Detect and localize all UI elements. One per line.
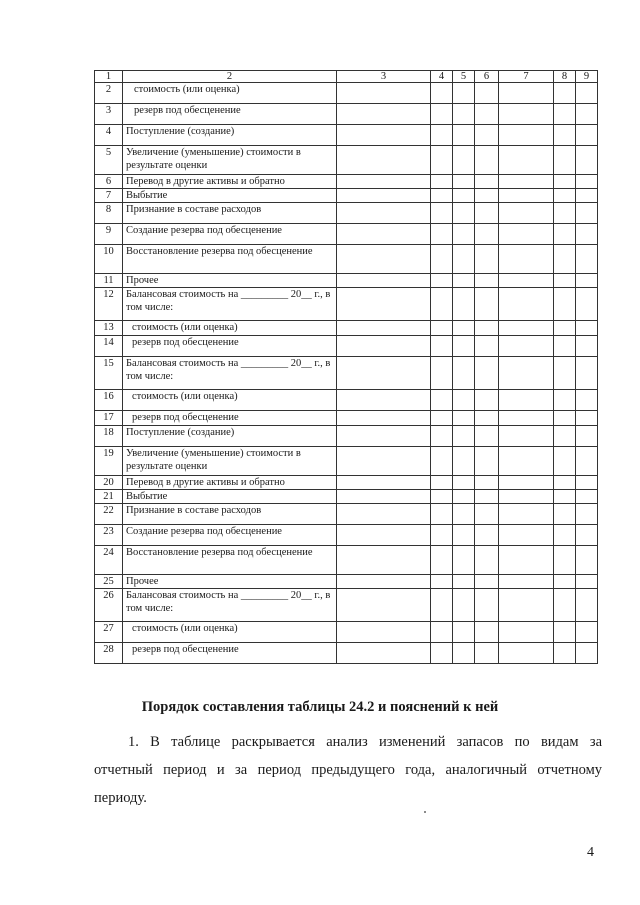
empty-cell	[337, 575, 431, 589]
row-number: 11	[95, 274, 123, 288]
empty-cell	[554, 274, 576, 288]
table-row	[95, 274, 598, 288]
empty-cell	[499, 525, 554, 546]
row-label: стоимость (или оценка)	[123, 83, 337, 104]
empty-cell	[554, 504, 576, 525]
row-number: 26	[95, 589, 123, 622]
empty-cell	[475, 321, 499, 336]
empty-cell	[554, 125, 576, 146]
empty-cell	[499, 390, 554, 411]
empty-cell	[499, 288, 554, 321]
column-header: 6	[475, 71, 499, 83]
column-header: 4	[431, 71, 453, 83]
empty-cell	[337, 490, 431, 504]
empty-cell	[337, 146, 431, 175]
row-label: Создание резерва под обесценение	[123, 525, 337, 546]
empty-cell	[499, 575, 554, 589]
row-number: 21	[95, 490, 123, 504]
empty-cell	[499, 447, 554, 476]
row-label: Выбытие	[123, 490, 337, 504]
row-label: Признание в составе расходов	[123, 504, 337, 525]
empty-cell	[453, 125, 475, 146]
row-label: Выбытие	[123, 189, 337, 203]
row-number: 23	[95, 525, 123, 546]
empty-cell	[499, 125, 554, 146]
row-label: Прочее	[123, 274, 337, 288]
empty-cell	[431, 274, 453, 288]
row-number: 10	[95, 245, 123, 274]
empty-cell	[453, 288, 475, 321]
empty-cell	[554, 288, 576, 321]
row-number: 5	[95, 146, 123, 175]
empty-cell	[431, 146, 453, 175]
row-number: 28	[95, 643, 123, 664]
column-header: 7	[499, 71, 554, 83]
empty-cell	[576, 274, 598, 288]
row-label: стоимость (или оценка)	[123, 622, 337, 643]
empty-cell	[431, 203, 453, 224]
empty-cell	[475, 224, 499, 245]
table-row	[95, 447, 598, 476]
empty-cell	[431, 83, 453, 104]
row-number: 12	[95, 288, 123, 321]
column-header: 9	[576, 71, 598, 83]
empty-cell	[475, 104, 499, 125]
table-row	[95, 390, 598, 411]
empty-cell	[499, 245, 554, 274]
row-label: Поступление (создание)	[123, 125, 337, 146]
empty-cell	[576, 622, 598, 643]
table-row	[95, 336, 598, 357]
empty-cell	[431, 357, 453, 390]
empty-cell	[576, 125, 598, 146]
empty-cell	[453, 525, 475, 546]
empty-cell	[554, 245, 576, 274]
row-number: 13	[95, 321, 123, 336]
empty-cell	[576, 83, 598, 104]
row-label: стоимость (или оценка)	[123, 390, 337, 411]
empty-cell	[453, 426, 475, 447]
empty-cell	[475, 575, 499, 589]
empty-cell	[499, 104, 554, 125]
empty-cell	[453, 203, 475, 224]
empty-cell	[337, 447, 431, 476]
empty-cell	[453, 274, 475, 288]
empty-cell	[576, 643, 598, 664]
column-header: 3	[337, 71, 431, 83]
empty-cell	[475, 357, 499, 390]
empty-cell	[453, 245, 475, 274]
empty-cell	[576, 357, 598, 390]
empty-cell	[554, 622, 576, 643]
row-number: 17	[95, 411, 123, 426]
empty-cell	[337, 189, 431, 203]
table-row	[95, 589, 598, 622]
empty-cell	[453, 411, 475, 426]
empty-cell	[453, 146, 475, 175]
table-row	[95, 288, 598, 321]
row-label: стоимость (или оценка)	[123, 321, 337, 336]
empty-cell	[576, 504, 598, 525]
row-label: Признание в составе расходов	[123, 203, 337, 224]
empty-cell	[475, 490, 499, 504]
empty-cell	[337, 175, 431, 189]
empty-cell	[475, 390, 499, 411]
empty-cell	[475, 288, 499, 321]
empty-cell	[431, 175, 453, 189]
empty-cell	[576, 447, 598, 476]
page-number: 4	[587, 845, 594, 860]
empty-cell	[554, 476, 576, 490]
empty-cell	[337, 245, 431, 274]
empty-cell	[475, 189, 499, 203]
empty-cell	[453, 622, 475, 643]
empty-cell	[499, 411, 554, 426]
empty-cell	[554, 411, 576, 426]
empty-cell	[453, 104, 475, 125]
table-row	[95, 426, 598, 447]
empty-cell	[576, 525, 598, 546]
paragraph-line: периоду.	[94, 790, 147, 806]
empty-cell	[499, 83, 554, 104]
row-label: Увеличение (уменьшение) стоимости в результате оценки	[123, 447, 337, 476]
column-header: 2	[123, 71, 337, 83]
column-header: 5	[453, 71, 475, 83]
row-number: 15	[95, 357, 123, 390]
empty-cell	[337, 203, 431, 224]
empty-cell	[453, 336, 475, 357]
empty-cell	[475, 175, 499, 189]
empty-cell	[499, 175, 554, 189]
row-number: 20	[95, 476, 123, 490]
empty-cell	[453, 589, 475, 622]
row-number: 18	[95, 426, 123, 447]
row-number: 6	[95, 175, 123, 189]
empty-cell	[337, 104, 431, 125]
empty-cell	[576, 589, 598, 622]
row-number: 9	[95, 224, 123, 245]
empty-cell	[337, 476, 431, 490]
empty-cell	[337, 546, 431, 575]
empty-cell	[337, 274, 431, 288]
paragraph-line: 1. В таблице раскрывается анализ изменений запасов по видам за	[128, 734, 602, 750]
empty-cell	[453, 476, 475, 490]
row-label: Балансовая стоимость на _________ 20__ г., в том числе:	[123, 357, 337, 390]
empty-cell	[475, 589, 499, 622]
empty-cell	[337, 411, 431, 426]
empty-cell	[554, 104, 576, 125]
empty-cell	[499, 643, 554, 664]
empty-cell	[576, 546, 598, 575]
row-number: 22	[95, 504, 123, 525]
table-row	[95, 189, 598, 203]
table-row	[95, 125, 598, 146]
empty-cell	[431, 288, 453, 321]
empty-cell	[576, 203, 598, 224]
empty-cell	[475, 203, 499, 224]
empty-cell	[554, 643, 576, 664]
empty-cell	[554, 575, 576, 589]
empty-cell	[475, 125, 499, 146]
row-label: Поступление (создание)	[123, 426, 337, 447]
empty-cell	[431, 245, 453, 274]
empty-cell	[499, 224, 554, 245]
empty-cell	[475, 83, 499, 104]
empty-cell	[337, 622, 431, 643]
empty-cell	[431, 125, 453, 146]
empty-cell	[453, 224, 475, 245]
empty-cell	[453, 490, 475, 504]
empty-cell	[554, 525, 576, 546]
row-label: Балансовая стоимость на _________ 20__ г., в том числе:	[123, 589, 337, 622]
table-header-row	[95, 71, 598, 83]
row-number: 19	[95, 447, 123, 476]
row-label: Перевод в другие активы и обратно	[123, 476, 337, 490]
table-row	[95, 622, 598, 643]
table-row	[95, 224, 598, 245]
empty-cell	[453, 575, 475, 589]
empty-cell	[475, 146, 499, 175]
table-row	[95, 643, 598, 664]
empty-cell	[431, 476, 453, 490]
empty-cell	[499, 504, 554, 525]
empty-cell	[554, 83, 576, 104]
empty-cell	[453, 321, 475, 336]
empty-cell	[431, 447, 453, 476]
empty-cell	[576, 104, 598, 125]
empty-cell	[499, 146, 554, 175]
empty-cell	[499, 622, 554, 643]
row-label: Прочее	[123, 575, 337, 589]
empty-cell	[337, 589, 431, 622]
row-label: Создание резерва под обесценение	[123, 224, 337, 245]
explanation-paragraph	[94, 728, 602, 812]
empty-cell	[554, 589, 576, 622]
table-row	[95, 504, 598, 525]
empty-cell	[337, 83, 431, 104]
empty-cell	[431, 589, 453, 622]
empty-cell	[499, 336, 554, 357]
table-row	[95, 83, 598, 104]
paragraph-line: отчетный период и за период предыдущего года, аналогичный отчетному	[94, 762, 602, 778]
empty-cell	[431, 390, 453, 411]
empty-cell	[554, 189, 576, 203]
empty-cell	[475, 245, 499, 274]
empty-cell	[453, 643, 475, 664]
row-number: 14	[95, 336, 123, 357]
empty-cell	[576, 575, 598, 589]
empty-cell	[337, 125, 431, 146]
empty-cell	[453, 357, 475, 390]
empty-cell	[554, 390, 576, 411]
empty-cell	[453, 83, 475, 104]
table-row	[95, 104, 598, 125]
empty-cell	[475, 447, 499, 476]
empty-cell	[337, 224, 431, 245]
row-number: 2	[95, 83, 123, 104]
empty-cell	[453, 504, 475, 525]
empty-cell	[431, 411, 453, 426]
empty-cell	[431, 224, 453, 245]
empty-cell	[554, 447, 576, 476]
inventory-changes-table	[94, 70, 598, 664]
empty-cell	[337, 643, 431, 664]
empty-cell	[576, 146, 598, 175]
empty-cell	[576, 336, 598, 357]
row-number: 24	[95, 546, 123, 575]
table-row	[95, 245, 598, 274]
empty-cell	[499, 203, 554, 224]
empty-cell	[554, 336, 576, 357]
row-number: 25	[95, 575, 123, 589]
empty-cell	[431, 189, 453, 203]
empty-cell	[499, 490, 554, 504]
empty-cell	[431, 643, 453, 664]
empty-cell	[554, 203, 576, 224]
table-row	[95, 525, 598, 546]
empty-cell	[499, 189, 554, 203]
empty-cell	[576, 411, 598, 426]
row-number: 16	[95, 390, 123, 411]
empty-cell	[431, 104, 453, 125]
empty-cell	[576, 490, 598, 504]
section-title: Порядок составления таблицы 24.2 и пояснений к ней	[141, 699, 499, 715]
empty-cell	[431, 525, 453, 546]
empty-cell	[453, 447, 475, 476]
row-label: резерв под обесценение	[123, 411, 337, 426]
row-number: 3	[95, 104, 123, 125]
empty-cell	[576, 321, 598, 336]
table-row	[95, 146, 598, 175]
row-label: резерв под обесценение	[123, 643, 337, 664]
table-row	[95, 490, 598, 504]
empty-cell	[337, 390, 431, 411]
empty-cell	[576, 189, 598, 203]
empty-cell	[554, 490, 576, 504]
empty-cell	[431, 546, 453, 575]
empty-cell	[554, 426, 576, 447]
empty-cell	[453, 189, 475, 203]
empty-cell	[453, 546, 475, 575]
empty-cell	[499, 357, 554, 390]
empty-cell	[475, 525, 499, 546]
empty-cell	[499, 589, 554, 622]
empty-cell	[475, 643, 499, 664]
empty-cell	[431, 490, 453, 504]
empty-cell	[554, 357, 576, 390]
row-label: Балансовая стоимость на _________ 20__ г., в том числе:	[123, 288, 337, 321]
empty-cell	[554, 146, 576, 175]
empty-cell	[554, 546, 576, 575]
scan-speck	[424, 811, 426, 813]
table-row	[95, 321, 598, 336]
empty-cell	[337, 321, 431, 336]
empty-cell	[475, 476, 499, 490]
empty-cell	[554, 224, 576, 245]
empty-cell	[431, 575, 453, 589]
row-label: Восстановление резерва под обесценение	[123, 245, 337, 274]
empty-cell	[576, 426, 598, 447]
column-header: 1	[95, 71, 123, 83]
empty-cell	[431, 504, 453, 525]
empty-cell	[475, 336, 499, 357]
empty-cell	[576, 245, 598, 274]
row-label: резерв под обесценение	[123, 104, 337, 125]
empty-cell	[576, 175, 598, 189]
empty-cell	[337, 426, 431, 447]
row-number: 7	[95, 189, 123, 203]
empty-cell	[576, 288, 598, 321]
row-number: 8	[95, 203, 123, 224]
table-row	[95, 411, 598, 426]
empty-cell	[554, 175, 576, 189]
row-label: резерв под обесценение	[123, 336, 337, 357]
empty-cell	[453, 175, 475, 189]
row-number: 4	[95, 125, 123, 146]
row-label: Перевод в другие активы и обратно	[123, 175, 337, 189]
empty-cell	[337, 504, 431, 525]
empty-cell	[475, 622, 499, 643]
table-row	[95, 546, 598, 575]
empty-cell	[337, 336, 431, 357]
table-row	[95, 175, 598, 189]
row-label: Восстановление резерва под обесценение	[123, 546, 337, 575]
empty-cell	[431, 336, 453, 357]
empty-cell	[499, 274, 554, 288]
empty-cell	[554, 321, 576, 336]
empty-cell	[576, 224, 598, 245]
row-label: Увеличение (уменьшение) стоимости в результате оценки	[123, 146, 337, 175]
table-row	[95, 575, 598, 589]
empty-cell	[499, 426, 554, 447]
empty-cell	[475, 546, 499, 575]
empty-cell	[453, 390, 475, 411]
table-row	[95, 476, 598, 490]
empty-cell	[475, 274, 499, 288]
table-row	[95, 203, 598, 224]
table-row	[95, 357, 598, 390]
empty-cell	[499, 321, 554, 336]
column-header: 8	[554, 71, 576, 83]
empty-cell	[576, 390, 598, 411]
empty-cell	[337, 357, 431, 390]
empty-cell	[499, 546, 554, 575]
empty-cell	[475, 411, 499, 426]
empty-cell	[499, 476, 554, 490]
empty-cell	[576, 476, 598, 490]
empty-cell	[475, 504, 499, 525]
empty-cell	[337, 288, 431, 321]
empty-cell	[337, 525, 431, 546]
row-number: 27	[95, 622, 123, 643]
empty-cell	[475, 426, 499, 447]
empty-cell	[431, 426, 453, 447]
empty-cell	[431, 622, 453, 643]
empty-cell	[431, 321, 453, 336]
